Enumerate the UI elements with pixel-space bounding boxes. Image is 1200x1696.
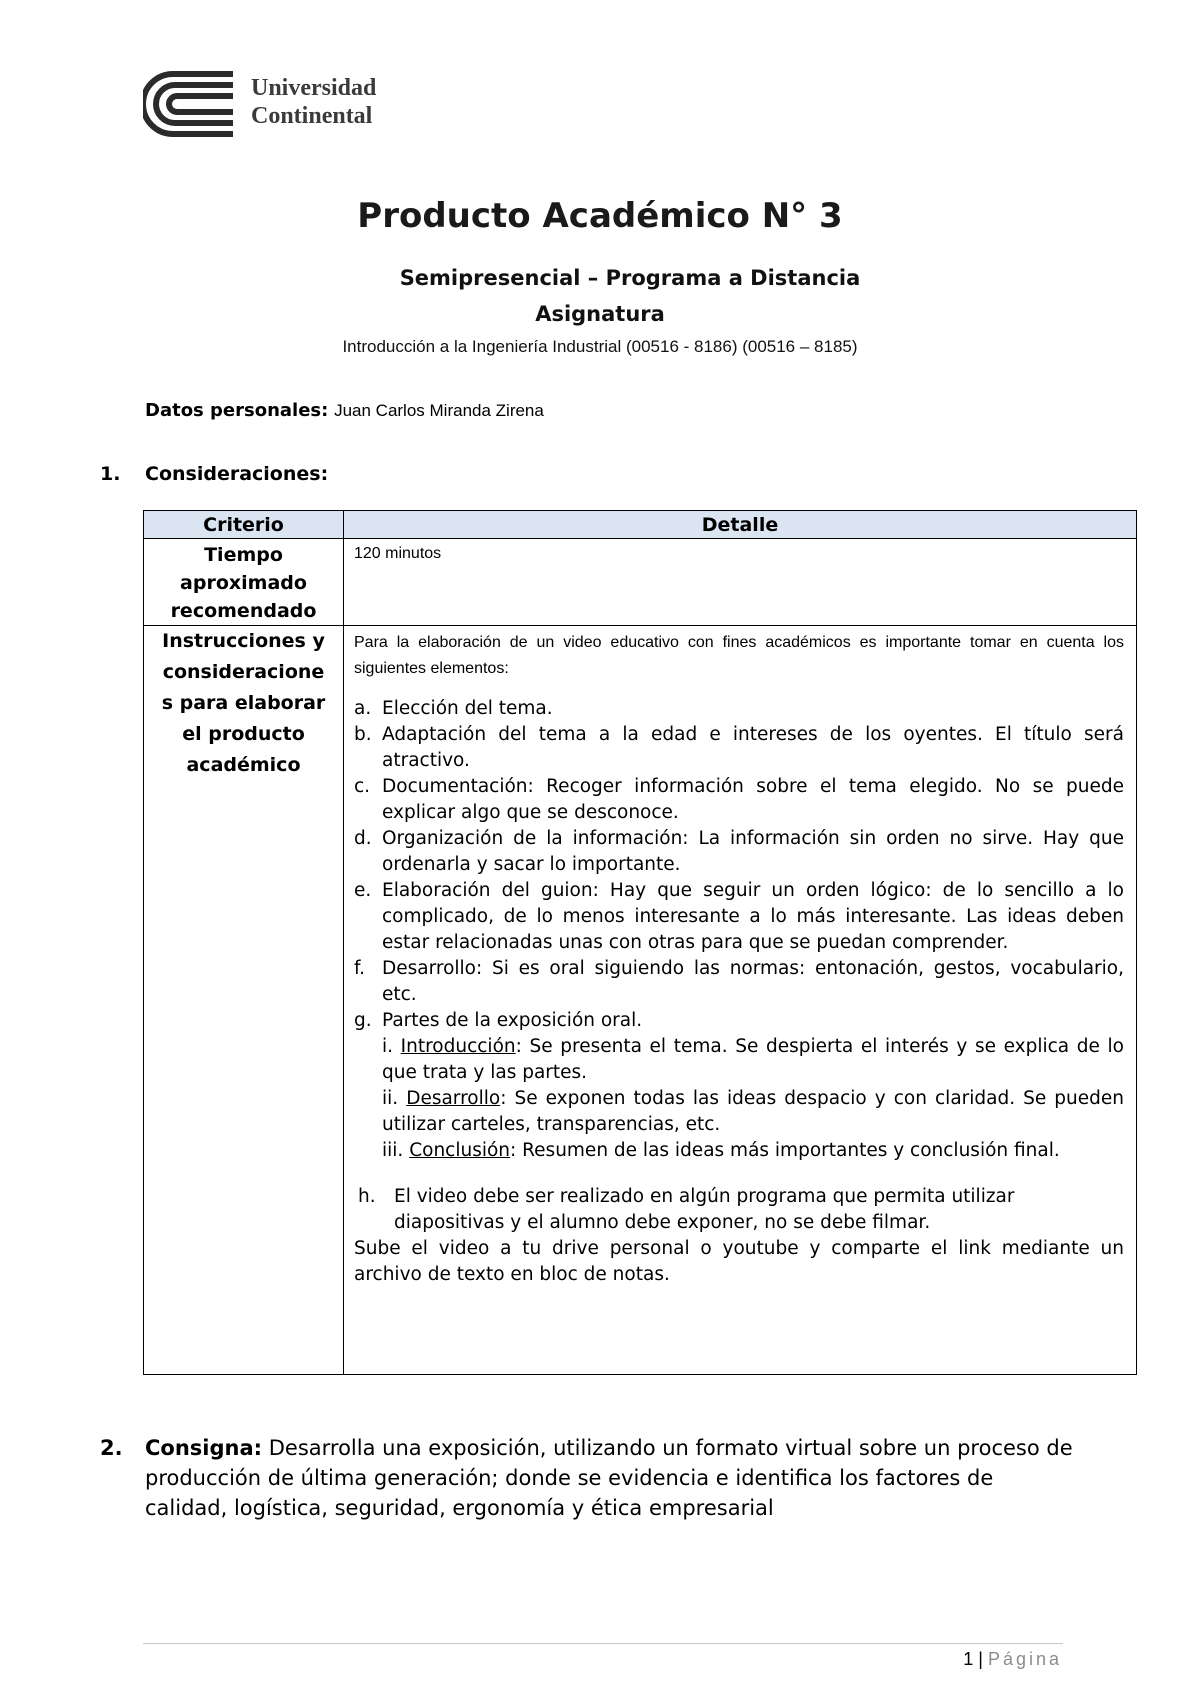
- list-label: b.: [354, 724, 372, 745]
- list-text: Documentación: Recoger información sobre el tema elegido. No se puede explicar algo que se desconoce.: [382, 776, 1124, 823]
- personal-data-value: Juan Carlos Miranda Zirena: [334, 401, 544, 420]
- footer-divider: [143, 1643, 1063, 1644]
- sub-list-label: iii.: [382, 1140, 404, 1161]
- list-item: [354, 722, 1124, 774]
- criterio-line: Tiempo: [204, 544, 283, 566]
- section-2-label: Consigna:: [145, 1436, 263, 1460]
- section-1-heading: [100, 463, 328, 485]
- list-label: h.: [358, 1186, 376, 1207]
- list-label: a.: [354, 698, 372, 719]
- criterio-line: Instrucciones y: [162, 630, 325, 652]
- list-label: c.: [354, 776, 371, 797]
- list-item: [354, 1008, 1124, 1034]
- university-logo-icon: [143, 70, 235, 138]
- sub-list-text: : Se exponen todas las ideas despacio y con claridad. Se pueden utilizar carteles, transparencias, etc.: [382, 1088, 1124, 1135]
- sub-list-text: : Se presenta el tema. Se despierta el interés y se explica de lo que trata y las partes.: [382, 1036, 1124, 1083]
- page-title: Producto Académico N° 3: [357, 196, 843, 236]
- footer-separator: |: [978, 1649, 983, 1669]
- list-item: [354, 956, 1124, 1008]
- list-text: Partes de la exposición oral.: [382, 1010, 643, 1031]
- criterio-line: recomendado: [170, 600, 317, 622]
- logo-line-2: Continental: [251, 103, 373, 129]
- list-label: f.: [354, 958, 366, 979]
- criterio-line: consideracione: [162, 661, 325, 683]
- criterio-cell: [144, 626, 344, 1375]
- list-item: [354, 1184, 1124, 1236]
- sub-list-item: [354, 1086, 1124, 1138]
- page-number: 1: [963, 1649, 974, 1669]
- list-item: [354, 826, 1124, 878]
- course-name: Introducción a la Ingeniería Industrial (00516 - 8186) (00516 – 8185): [342, 337, 858, 356]
- sub-list-term: Introducción: [400, 1036, 516, 1057]
- section-1-title: Consideraciones:: [145, 463, 329, 485]
- list-item: [354, 696, 1124, 722]
- list-text: Elaboración del guion: Hay que seguir un orden lógico: de lo sencillo a lo complicado, de lo menos interesante a lo más interesante. Las ideas deben estar relacionadas unas con otras para que se puedan comprender.: [382, 880, 1124, 953]
- page-footer: [900, 1649, 1062, 1670]
- section-2-number: 2.: [100, 1436, 123, 1460]
- detalle-cell: [344, 626, 1137, 1375]
- table-header-row: [144, 511, 1137, 539]
- list-label: e.: [354, 880, 372, 901]
- detalle-cell: 120 minutos: [344, 539, 1137, 626]
- criterio-line: académico: [186, 754, 301, 776]
- subtitle: Semipresencial – Programa a Distancia: [399, 266, 861, 290]
- sub-list-text: : Resumen de las ideas más importantes y conclusión final.: [510, 1140, 1060, 1161]
- criterio-line: s para elaborar: [161, 692, 326, 714]
- sub-list-label: i.: [382, 1036, 394, 1057]
- logo-line-1: Universidad: [251, 75, 377, 101]
- asignatura-heading: Asignatura: [535, 302, 665, 326]
- criterio-line: aproximado: [180, 572, 307, 594]
- header-detalle: Detalle: [344, 511, 1137, 539]
- criterio-cell: [144, 539, 344, 626]
- personal-data-label: Datos personales:: [145, 400, 329, 421]
- sub-list-label: ii.: [382, 1088, 399, 1109]
- list-item: [354, 774, 1124, 826]
- personal-data: [145, 400, 544, 421]
- sub-list-item: [354, 1034, 1124, 1086]
- list-text: Organización de la información: La información sin orden no sirve. Hay que ordenarla y sacar lo importante.: [382, 828, 1124, 875]
- considerations-table: [143, 510, 1137, 1375]
- section-1-number: 1.: [100, 463, 121, 485]
- table-row: [144, 626, 1137, 1375]
- list-label: g.: [354, 1010, 372, 1031]
- final-instruction: Sube el video a tu drive personal o youtube y comparte el link mediante un archivo de texto en bloc de notas.: [354, 1238, 1124, 1285]
- header-criterio: Criterio: [144, 511, 344, 539]
- section-2: [100, 1433, 1080, 1523]
- page-label: Página: [987, 1649, 1062, 1669]
- section-2-text: Desarrolla una exposición, utilizando un formato virtual sobre un proceso de producción de última generación; donde se evidencia e identifica los factores de calidad, logística, seguridad, ergonomía y ética empresarial: [145, 1436, 1073, 1520]
- list-text: Adaptación del tema a la edad e intereses de los oyentes. El título será atractivo.: [382, 724, 1124, 771]
- list-label: d.: [354, 828, 372, 849]
- list-text: El video debe ser realizado en algún programa que permita utilizar diapositivas y el alumno debe exponer, no se debe filmar.: [394, 1186, 1015, 1233]
- university-logo: [143, 70, 403, 140]
- list-text: Elección del tema.: [382, 698, 553, 719]
- criterio-line: el producto: [182, 723, 305, 745]
- table-row: [144, 539, 1137, 626]
- sub-list-term: Conclusión: [409, 1140, 511, 1161]
- list-text: Desarrollo: Si es oral siguiendo las normas: entonación, gestos, vocabulario, etc.: [382, 958, 1124, 1005]
- list-item: [354, 878, 1124, 956]
- instructions-intro: Para la elaboración de un video educativo con fines académicos es importante tomar en cuenta los siguientes elementos:: [354, 634, 1124, 677]
- sub-list-term: Desarrollo: [406, 1088, 501, 1109]
- sub-list-item: [354, 1138, 1124, 1164]
